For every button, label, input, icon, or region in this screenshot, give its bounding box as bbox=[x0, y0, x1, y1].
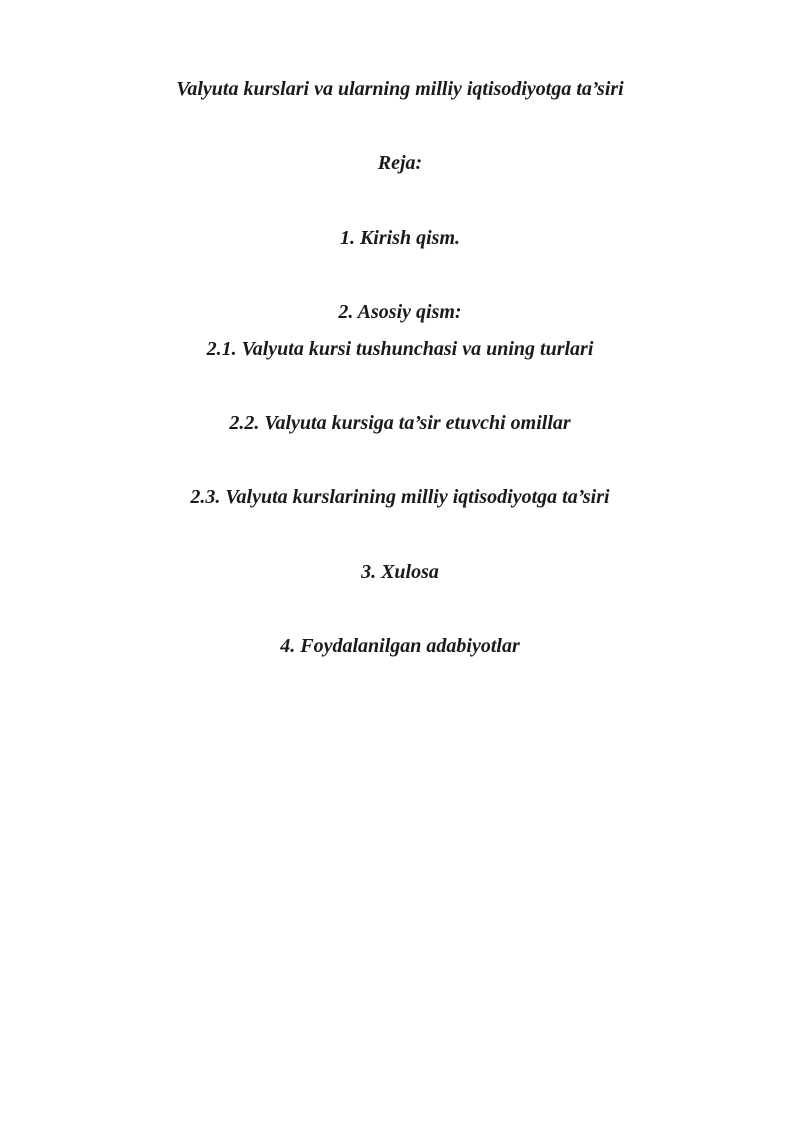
plan-item-2-1: 2.1. Valyuta kursi tushunchasi va uning turlari bbox=[206, 338, 594, 360]
plan-item-2-2: 2.2. Valyuta kursiga ta’sir etuvchi omillar bbox=[229, 412, 571, 434]
plan-item-references: 4. Foydalanilgan adabiyotlar bbox=[280, 635, 520, 657]
plan-item-conclusion: 3. Xulosa bbox=[361, 561, 439, 583]
plan-item-2-3: 2.3. Valyuta kurslarining milliy iqtisodiyotga ta’siri bbox=[190, 486, 610, 508]
plan-heading: Reja: bbox=[377, 152, 423, 174]
plan-item-main-part: 2. Asosiy qism: bbox=[338, 301, 462, 323]
document-title: Valyuta kurslari va ularning milliy iqtisodiyotga ta’siri bbox=[176, 78, 624, 100]
plan-item-introduction: 1. Kirish qism. bbox=[339, 227, 461, 249]
